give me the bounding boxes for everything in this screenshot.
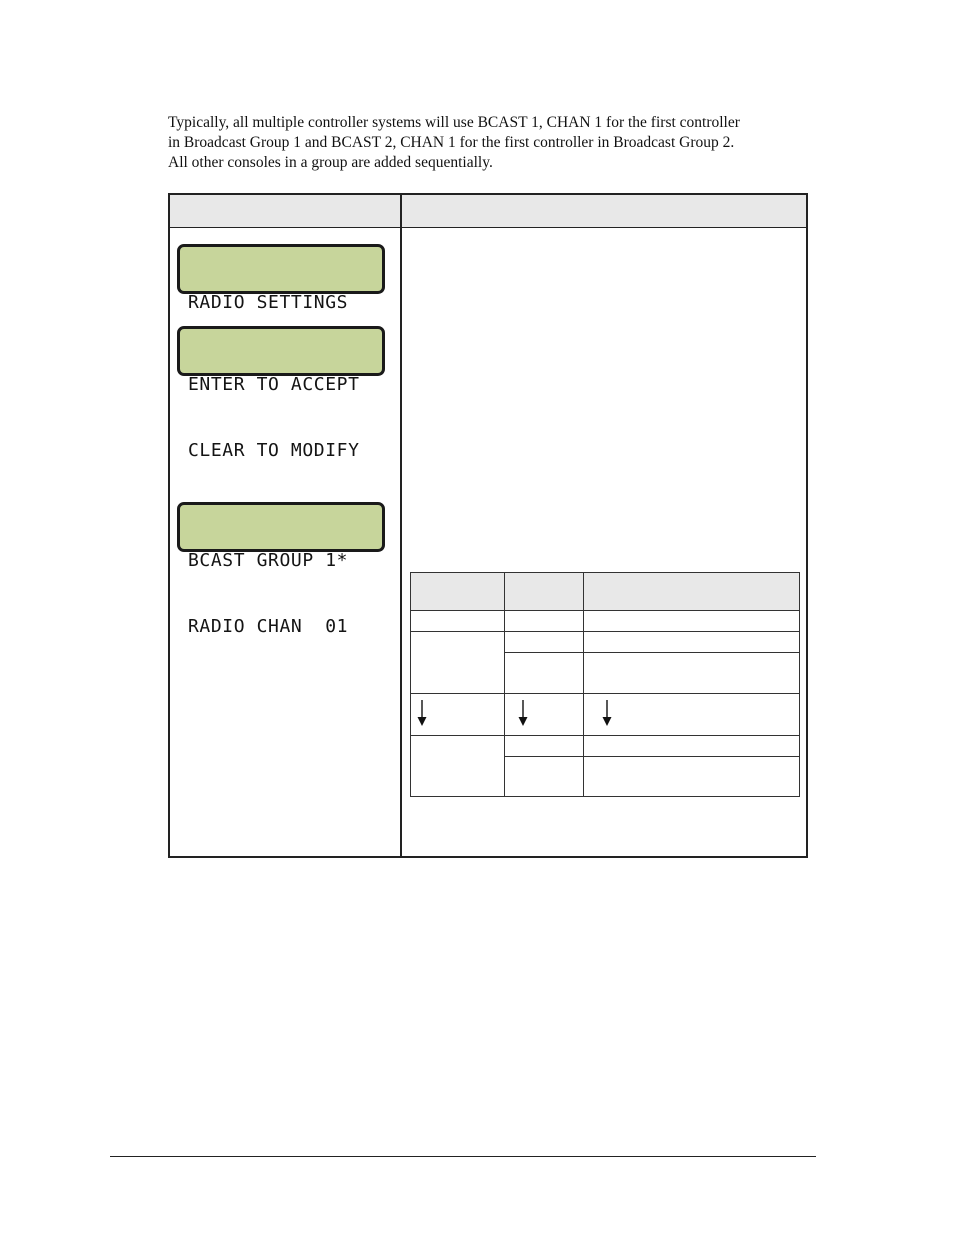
lcd-line-2: RADIO CHAN 01 bbox=[188, 616, 349, 637]
lcd-line-2: CLEAR TO MODIFY bbox=[188, 440, 360, 461]
column-divider bbox=[400, 195, 402, 856]
lcd-line-1: ENTER TO ACCEPT bbox=[188, 374, 360, 395]
channel-assignment-table bbox=[410, 572, 800, 797]
footer-rule bbox=[110, 1156, 816, 1157]
row-divider bbox=[411, 693, 799, 694]
intro-line-3: All other consoles in a group are added sequentially. bbox=[168, 154, 493, 171]
lcd-display-bcast-group bbox=[177, 502, 385, 637]
procedure-table-header bbox=[170, 195, 806, 228]
intro-line-2: in Broadcast Group 1 and BCAST 2, CHAN 1 for the first controller in Broadcast Group 2. bbox=[168, 134, 735, 151]
row-divider bbox=[504, 756, 799, 757]
row-divider bbox=[411, 631, 799, 632]
down-arrow-icon bbox=[601, 699, 613, 727]
lcd-display-radio-settings bbox=[177, 244, 385, 313]
down-arrow-icon bbox=[517, 699, 529, 727]
lcd-line-1: BCAST GROUP 1* bbox=[188, 550, 349, 571]
row-divider bbox=[504, 652, 799, 653]
column-divider bbox=[583, 573, 584, 796]
channel-table-header bbox=[411, 573, 799, 611]
intro-line-1: Typically, all multiple controller systems will use BCAST 1, CHAN 1 for the first controller bbox=[168, 114, 740, 131]
row-divider bbox=[411, 735, 799, 736]
procedure-table bbox=[168, 193, 808, 858]
intro-paragraph bbox=[168, 113, 808, 173]
column-divider bbox=[504, 573, 505, 796]
lcd-line-1: RADIO SETTINGS bbox=[188, 292, 349, 313]
lcd-display-enter-accept bbox=[177, 326, 385, 461]
down-arrow-icon bbox=[416, 699, 428, 727]
